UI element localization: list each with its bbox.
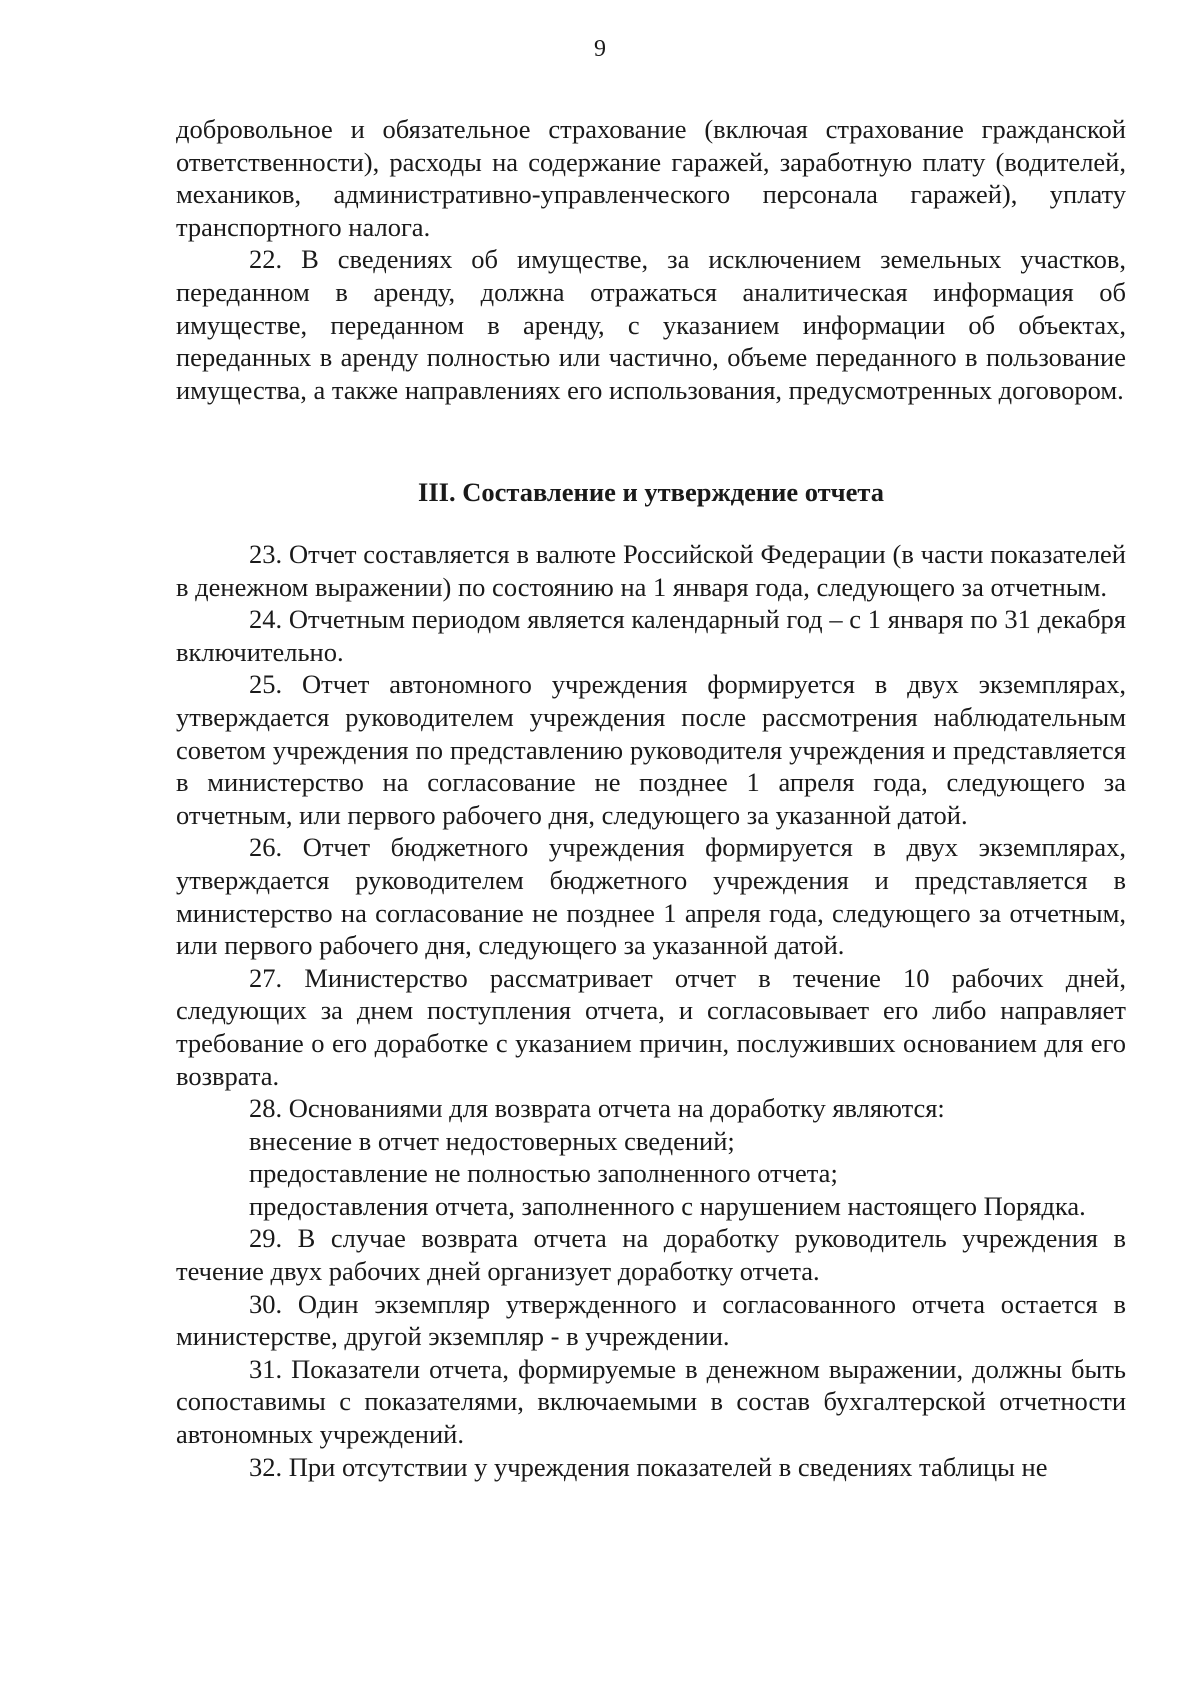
paragraph-22: 22. В сведениях об имуществе, за исключением земельных участков, переданном в аренду, должна отражаться аналитическая информация об имуществе, переданном в аренду, с указанием информации об объектах, переданных в аренду полностью или частично, объеме переданного в пользование имущества, а также направлениях его использования, предусмотренных договором. [176,244,1126,405]
paragraph-25: 25. Отчет автономного учреждения формируется в двух экземплярах, утверждается руководителем учреждения после рассмотрения наблюдательным советом учреждения по представлению руководителя учреждения и представляется в министерство на согласование не позднее 1 апреля года, следующего за отчетным, или первого рабочего дня, следующего за указанной датой. [176,669,1126,830]
text-block-top [176,113,1126,406]
paragraph-28-item-2: предоставление не полностью заполненного отчета; [249,1158,838,1189]
paragraph-24: 24. Отчетным периодом является календарный год – с 1 января по 31 декабря включительно. [176,604,1126,667]
text-block-bottom [176,538,1126,1483]
paragraph-26: 26. Отчет бюджетного учреждения формируется в двух экземплярах, утверждается руководителем бюджетного учреждения и представляется в министерство на согласование не позднее 1 апреля года, следующего за отчетным, или первого рабочего дня, следующего за указанной датой. [176,832,1126,961]
paragraph-30: 30. Один экземпляр утвержденного и согласованного отчета остается в министерстве, другой экземпляр - в учреждении. [176,1288,1126,1352]
paragraph: добровольное и обязательное страхование (включая страхование гражданской ответственности), расходы на содержание гаражей, заработную плату (водителей, механиков, административно-управленческого персонала гаражей), уплату транспортного налога. [176,114,1126,242]
paragraph-28-item-3: предоставления отчета, заполненного с нарушением настоящего Порядка. [249,1190,1086,1221]
paragraph-31: 31. Показатели отчета, формируемые в денежном выражении, должны быть сопоставимы с показателями, включаемыми в состав бухгалтерской отчетности автономных учреждений. [176,1353,1126,1450]
paragraph-28-item-1: внесение в отчет недостоверных сведений; [249,1125,735,1156]
page-number: 9 [594,36,606,62]
paragraph-29: 29. В случае возврата отчета на доработку руководитель учреждения в течение двух рабочих дней организует доработку отчета. [176,1223,1126,1287]
paragraph-28: 28. Основаниями для возврата отчета на доработку являются: [249,1093,945,1124]
section-heading: III. Составление и утверждение отчета [418,477,884,507]
paragraph-27: 27. Министерство рассматривает отчет в течение 10 рабочих дней, следующих за днем поступления отчета, и согласовывает его либо направляет требование о его доработке с указанием причин, послуживших основанием для его возврата. [176,962,1126,1091]
paragraph-32: 32. При отсутствии у учреждения показателей в сведениях таблицы не [249,1451,1048,1482]
paragraph-23: 23. Отчет составляется в валюте Российской Федерации (в части показателей в денежном выражении) по состоянию на 1 января года, следующего за отчетным. [176,539,1126,602]
